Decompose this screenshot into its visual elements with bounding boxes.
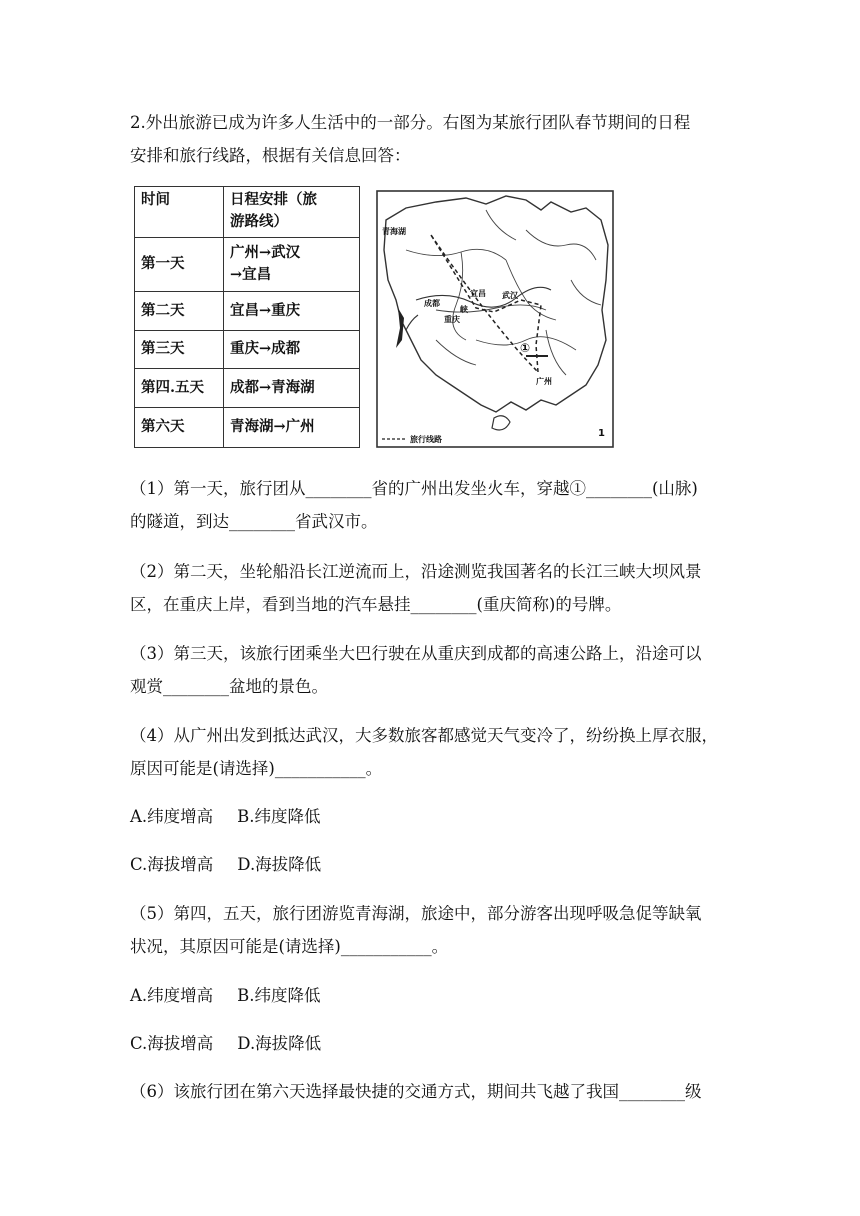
intro-line-2: 安排和旅行线路，根据有关信息回答： — [130, 146, 411, 165]
q3-line-2: 观赏________盆地的景色。 — [130, 677, 328, 696]
route-line-1: 广州→武汉 — [230, 244, 301, 262]
question-5 — [130, 897, 750, 963]
q3-line-1: （3）第三天，该旅行团乘坐大巴行驶在从重庆到成都的高速公路上，沿途可以 — [130, 644, 702, 663]
q5-option-d: D.海拔降低 — [237, 1034, 322, 1053]
table-row-route: 青海湖→广州 — [224, 407, 360, 447]
question-2 — [130, 555, 750, 621]
table-row-route: 成都→青海湖 — [224, 369, 360, 407]
label-marker-1: ① — [520, 341, 531, 355]
table-row-day: 第一天 — [135, 237, 224, 292]
q1-line-2: 的隧道，到达________省武汉市。 — [130, 512, 378, 531]
question-intro — [130, 106, 750, 172]
label-chongqing: 重庆 — [444, 315, 460, 324]
q4-line-1: （4）从广州出发到抵达武汉，大多数旅客都感觉天气变冷了，纷纷换上厚衣服， — [130, 726, 718, 745]
table-row-day: 第六天 — [135, 407, 224, 447]
question-6 — [130, 1075, 750, 1108]
q4-line-2: 原因可能是(请选择)___________。 — [130, 759, 383, 778]
q5-option-b: B.纬度降低 — [237, 986, 321, 1005]
label-yichang: 宜昌 — [470, 289, 486, 298]
question-4 — [130, 719, 750, 785]
label-chengdu: 成都 — [424, 299, 440, 308]
table-row-day: 第四.五天 — [135, 369, 224, 407]
label-guangzhou: 广州 — [536, 377, 552, 386]
q2-line-1: （2）第二天，坐轮船沿长江逆流而上，沿途测览我国著名的长江三峡大坝风景 — [130, 562, 702, 581]
table-row-day: 第二天 — [135, 292, 224, 330]
route-line-2: →宜昌 — [230, 266, 272, 284]
route-map — [376, 190, 614, 448]
q5-option-c: C.海拔增高 — [130, 1034, 214, 1053]
label-xia: 峡 — [460, 305, 468, 314]
q2-line-2: 区，在重庆上岸，看到当地的汽车悬挂________(重庆简称)的号牌。 — [130, 595, 622, 614]
q4-option-b: B.纬度降低 — [237, 807, 321, 826]
label-qinghai: 青海湖 — [382, 227, 406, 236]
schedule-table — [134, 186, 360, 448]
table-row-day: 第三天 — [135, 330, 224, 368]
corner-label: 1 — [598, 428, 605, 439]
map-frame — [377, 191, 613, 447]
question-3 — [130, 637, 750, 703]
legend-label: 旅行线路 — [410, 435, 442, 444]
q5-option-a: A.纬度增高 — [130, 986, 214, 1005]
header-route-line-2: 游路线） — [230, 213, 288, 230]
header-route — [224, 187, 360, 238]
q5-options-ab — [130, 979, 750, 1012]
table-row-route — [224, 237, 360, 292]
table-row-route: 重庆→成都 — [224, 330, 360, 368]
table-row-route: 宜昌→重庆 — [224, 292, 360, 330]
q1-line-1: （1）第一天，旅行团从________省的广州出发坐火车，穿越①________(山脉) — [130, 479, 698, 498]
question-1 — [130, 472, 750, 538]
q4-option-c: C.海拔增高 — [130, 855, 214, 874]
label-wuhan: 武汉 — [502, 291, 518, 300]
intro-line-1: 2.外出旅游已成为许多人生活中的一部分。右图为某旅行团队春节期间的日程 — [130, 113, 691, 132]
header-time: 时间 — [135, 187, 224, 238]
q5-options-cd — [130, 1027, 750, 1060]
q4-options-cd — [130, 848, 750, 881]
q5-line-2: 状况，其原因可能是(请选择)___________。 — [130, 937, 449, 956]
q4-option-d: D.海拔降低 — [237, 855, 322, 874]
header-route-line-1: 日程安排（旅 — [230, 191, 317, 208]
q4-options-ab — [130, 800, 750, 833]
q6-line-1: （6）该旅行团在第六天选择最快捷的交通方式，期间共飞越了我国________级 — [130, 1082, 702, 1101]
q4-option-a: A.纬度增高 — [130, 807, 214, 826]
q5-line-1: （5）第四，五天，旅行团游览青海湖，旅途中，部分游客出现呼吸急促等缺氧 — [130, 904, 702, 923]
